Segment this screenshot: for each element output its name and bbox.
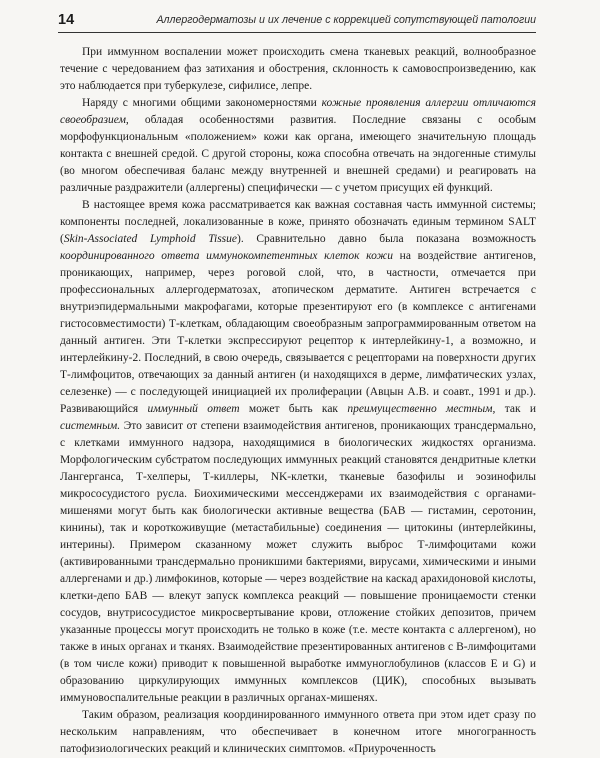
paragraph-3-emphasis-immune-response: иммунный ответ (147, 403, 240, 415)
running-title: Аллергодерматозы и их лечение с коррекцией сопутствующей патологии (156, 14, 536, 26)
paragraph-2 (60, 95, 536, 197)
paragraph-3-emphasis-salt: Skin-Associated Lymphoid Tissue (63, 233, 238, 245)
paragraph-3-emphasis-coordinated: координированного ответа иммунокомпетентных клеток кожи (60, 250, 393, 262)
paragraph-4 (60, 707, 536, 758)
paragraph-1-text: При иммунном воспалении может происходить смена тканевых реакций, волнообразное течение с чередованием фаз затихания и обострения, склонность к самовоспроизведению, как это наблюдается при туберкулезе, сифилисе, лепре. (60, 46, 536, 92)
paragraph-1 (60, 44, 536, 95)
paragraph-3-text-e: так и (495, 403, 536, 415)
paragraph-3-text-b: ). Сравнительно давно была показана возможность (237, 233, 536, 245)
page-header (58, 10, 536, 33)
paragraph-3-emphasis-local: преимущественно местным, (347, 403, 496, 415)
paragraph-2-text-a: Наряду с многими общими закономерностями (82, 97, 322, 109)
paragraph-3-text-d: может быть как (239, 403, 348, 415)
paragraph-3-text-f: Это зависит от степени взаимодействия антигенов, проникающих трансдермально, с клетками иммунного надзора, находящимися в биологических жидкостях организма. Морфологическим субстратом последующих иммунных реакций становятся дендритные клетки Лангерганса, Т-хелперы, Т-киллеры, NK-клетки, тканевые базофилы и эозинофилы микрососудистого русла. Биохимическими мессенджерами их взаимодействия с органами-мишенями могут быть как биологически активные вещества (БАВ — гистамин, серотонин, кинины), так и короткоживущие (метастабильные) соединения — цитокины (интерлейкины, интерины). Примером сказанному может служить выброс Т-лимфоцитами кожи (активированными трансдермально проникшими бактериями, вирусами, химическими и иными аллергенами и др.) лимфокинов, которые — через воздействие на каскад арахидоновой кислоты, клетки-депо БАВ — влекут запуск комплекса реакций — повышение проницаемости стенки сосудов, внутрисосудистое микросвертывание крови, отложение стойких депозитов, причем указанные процессы могут происходить не только в коже (т.е. месте контакта с аллергеном), но также в иных органах и тканях. Взаимодействие презентированных антигенов с В-лимфоцитами (в том числе кожи) приводит к повышенной выработке иммуноглобулинов (классов E и G) и образованию циркулирующих иммунных комплексов (ЦИК), способных вызывать иммуновоспалительные реакции в различных органах-мишенях. (60, 420, 536, 704)
body-text (60, 44, 536, 758)
page-number: 14 (58, 12, 75, 28)
paragraph-3-emphasis-systemic: системным. (60, 420, 121, 432)
paragraph-3-text-c: на воздействие антигенов, проникающих, например, через роговой слой, что, в частности, отмечается при профессиональных аллергодерматозах, атопическом дерматите. Антиген встречается с внутриэпидермальными макрофагами, которые презентируют его (в комплексе с антигенами гистосовместимости) Т-клеткам, обладающим своеобразным запрограммированным ответом на данный антиген. Эти Т-клетки экспрессируют рецептор к интерлейкину-1, а возможно, и интерлейкину-2. Последний, в свою очередь, связывается с рецепторами на поверхности других Т-лимфоцитов, отвечающих за данный антиген (и находящихся в дерме, лимфатических узлах, селезенке) — с последующей инициацией их пролиферации (Авцын А.В. и соавт., 1991 и др.). Развивающийся (60, 250, 536, 415)
paragraph-2-emphasis: кожные проявления аллергии отличаются своеобразием, (60, 97, 536, 126)
paragraph-2-text-b: обладая особенностями развития. Последние связаны с особым морфофункциональным «положением» кожи как органа, имеющего значительную площадь контакта с внешней средой. С другой стороны, кожа способна отвечать на эндогенные стимулы (во многом обеспечивая баланс между внутренней и внешней средами) и реагировать на различные раздражители (аллергены) специфически — с учетом присущих ей функций. (60, 114, 536, 194)
paragraph-3-text-a: В настоящее время кожа рассматривается как важная составная часть иммунной системы; компоненты последней, локализованные в коже, принято обозначать единым термином SALT ( (60, 199, 536, 245)
paragraph-4-text: Таким образом, реализация координированного иммунного ответа при этом идет сразу по нескольким направлениям, что обеспечивает в конечном итоге многогранность патофизиологических реакций и клинических симптомов. «Приуроченность (60, 709, 536, 755)
paragraph-3 (60, 197, 536, 707)
